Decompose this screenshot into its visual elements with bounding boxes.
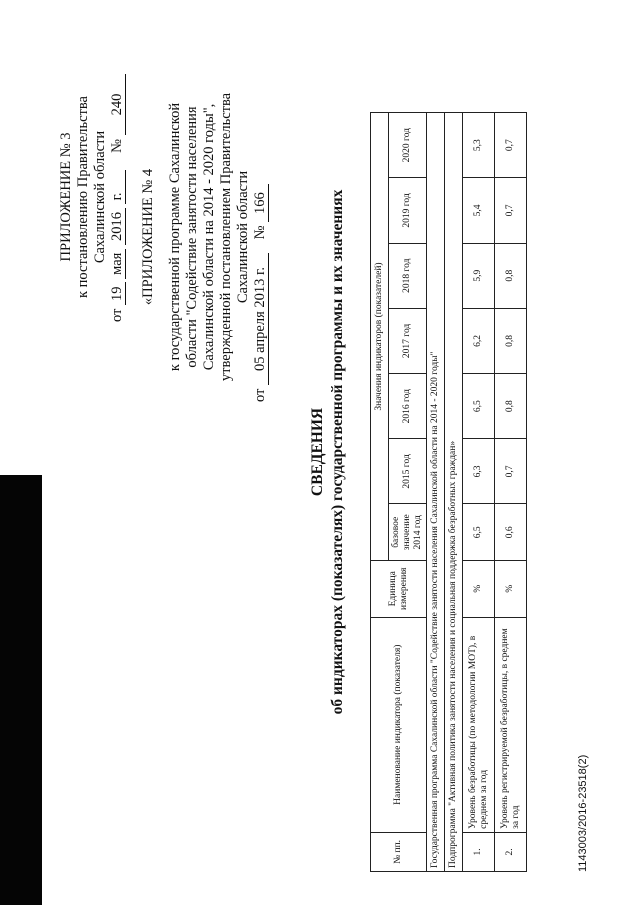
row-2017: 0,8 — [495, 308, 527, 373]
to-decree-line: к постановлению Правительства — [75, 96, 91, 298]
row-2018: 0,8 — [495, 243, 527, 308]
row-2019: 5,4 — [463, 178, 495, 243]
date-month: мая — [110, 249, 126, 279]
appendix-4-header: «ПРИЛОЖЕНИЕ № 4 к государственной программе Сахалинской области "Содействие занятости населения Сахалинской области на 2014 - 2020 годы", утвержденной постановлением Правительства Сахалинской области от 05 апреля 2013 г. № 166 — [140, 72, 269, 402]
row-2015: 0,7 — [495, 439, 527, 504]
header-2016: 2016 год — [389, 374, 427, 439]
table-row — [495, 113, 527, 872]
decree-number: 240 — [110, 74, 126, 136]
row-num: 2. — [495, 832, 527, 871]
row-2017: 6,2 — [463, 308, 495, 373]
appendix-4-number: 166 — [253, 184, 269, 222]
row-unit: % — [495, 561, 527, 618]
header-values-group: Значения индикаторов (показателей) — [371, 113, 389, 561]
region-line: Сахалинской области — [92, 130, 108, 264]
program-row: Государственная программа Сахалинской области "Содействие занятости населения Сахалинской области на 2014 - 2020 годы" — [427, 113, 445, 872]
appendix-4-date: 05 апреля 2013 г. — [253, 253, 269, 385]
row-2018: 5,9 — [463, 243, 495, 308]
row-2020: 5,3 — [463, 113, 495, 178]
row-name: Уровень безработицы (по методологии МОТ), в среднем за год — [463, 617, 495, 832]
header-2015: 2015 год — [389, 439, 427, 504]
row-name: Уровень регистрируемой безработицы, в среднем за год — [495, 617, 527, 832]
title-sub: об индикаторах (показателях) государственной программы и их значениях — [329, 189, 346, 715]
scan-edge — [0, 475, 42, 905]
header-name: Наименование индикатора (показателя) — [371, 617, 427, 832]
row-2016: 0,8 — [495, 374, 527, 439]
row-base: 0,6 — [495, 504, 527, 561]
row-2019: 0,7 — [495, 178, 527, 243]
date-day: 19 — [110, 282, 126, 305]
row-base: 6,5 — [463, 504, 495, 561]
appendix-4-title: «ПРИЛОЖЕНИЕ № 4 — [140, 168, 156, 306]
document-title — [308, 12, 348, 892]
header-unit: Единица измерения — [371, 561, 427, 618]
header-2019: 2019 год — [389, 178, 427, 243]
date-year: 2016 — [110, 208, 126, 245]
row-unit: % — [463, 561, 495, 618]
rotated-page — [40, 12, 600, 892]
row-num: 1. — [463, 832, 495, 871]
header-base: базовое значение 2014 год — [389, 504, 427, 561]
appendix-3-title: ПРИЛОЖЕНИЕ № 3 — [58, 132, 74, 262]
header-2020: 2020 год — [389, 113, 427, 178]
table-row — [463, 113, 495, 872]
header-2017: 2017 год — [389, 308, 427, 373]
appendix-3-header — [58, 72, 126, 322]
appendix-4-date-line: от 05 апреля 2013 г. № 166 — [252, 72, 269, 402]
year-suffix: г. — [110, 170, 126, 204]
decree-date-line: от 19 мая 2016 г. № 240 — [109, 72, 126, 322]
header-2018: 2018 год — [389, 243, 427, 308]
row-2020: 0,7 — [495, 113, 527, 178]
indicators-table — [370, 112, 527, 872]
subprogram-row: Подпрограмма "Активная политика занятости населения и социальная поддержка безработных граждан» — [445, 113, 463, 872]
row-2016: 6,5 — [463, 374, 495, 439]
header-num: № пп. — [371, 832, 427, 871]
document-code: 1143003/2016-23518(2) — [577, 754, 589, 872]
title-main: СВЕДЕНИЯ — [309, 407, 326, 497]
row-2015: 6,3 — [463, 439, 495, 504]
